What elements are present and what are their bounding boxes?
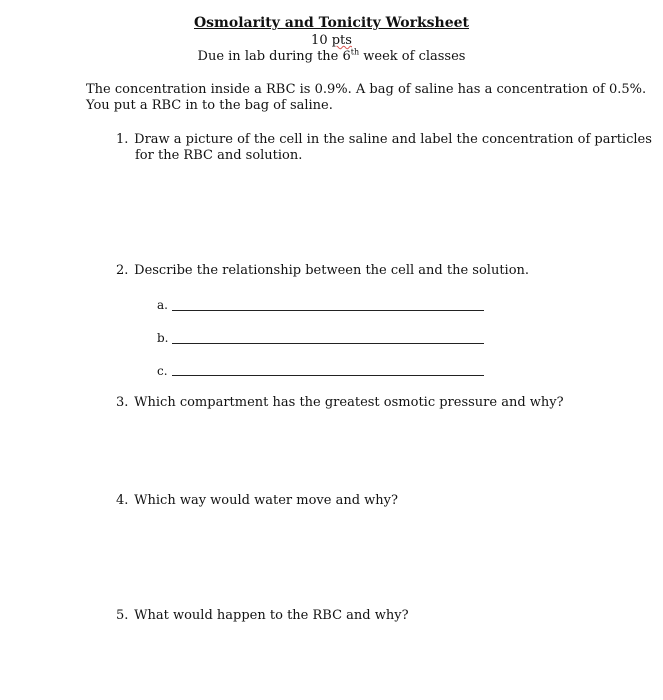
question-2-number: 2. bbox=[116, 263, 129, 278]
question-5 bbox=[116, 608, 409, 623]
due-superscript: th bbox=[350, 47, 360, 57]
question-4 bbox=[116, 493, 398, 508]
question-4-number: 4. bbox=[116, 493, 129, 508]
intro-line-2: You put a RBC in to the bag of saline. bbox=[86, 98, 333, 113]
points-unit: pts bbox=[331, 33, 352, 48]
question-2-text: Describe the relationship between the cell and the solution. bbox=[134, 263, 530, 278]
question-3-text: Which compartment has the greatest osmotic pressure and why? bbox=[134, 395, 564, 410]
subpart-a-answer-line[interactable] bbox=[172, 310, 484, 311]
question-2 bbox=[116, 263, 529, 278]
due-line bbox=[0, 49, 663, 64]
points-value: 10 bbox=[311, 33, 328, 48]
question-5-number: 5. bbox=[116, 608, 129, 623]
due-before: Due in lab during the 6 bbox=[197, 49, 351, 64]
question-4-text: Which way would water move and why? bbox=[134, 493, 398, 508]
question-1-text-line-1: Draw a picture of the cell in the saline and label the concentration of particles bbox=[134, 132, 652, 147]
question-3-number: 3. bbox=[116, 395, 129, 410]
question-1 bbox=[116, 132, 652, 147]
worksheet-title: Osmolarity and Tonicity Worksheet bbox=[193, 15, 469, 31]
points-line bbox=[0, 33, 663, 48]
subpart-a-label: a. bbox=[157, 298, 168, 312]
due-after: week of classes bbox=[359, 49, 466, 64]
subpart-b-answer-line[interactable] bbox=[172, 343, 484, 344]
question-5-text: What would happen to the RBC and why? bbox=[134, 608, 409, 623]
question-3 bbox=[116, 395, 564, 410]
question-1-number: 1. bbox=[116, 132, 129, 147]
question-1-text-line-2: for the RBC and solution. bbox=[135, 148, 303, 163]
intro-line-1: The concentration inside a RBC is 0.9%. A bag of saline has a concentration of 0.5%. bbox=[86, 82, 647, 97]
subpart-c-label: c. bbox=[157, 364, 168, 378]
subpart-c-answer-line[interactable] bbox=[172, 375, 484, 376]
subpart-b-label: b. bbox=[157, 331, 169, 345]
